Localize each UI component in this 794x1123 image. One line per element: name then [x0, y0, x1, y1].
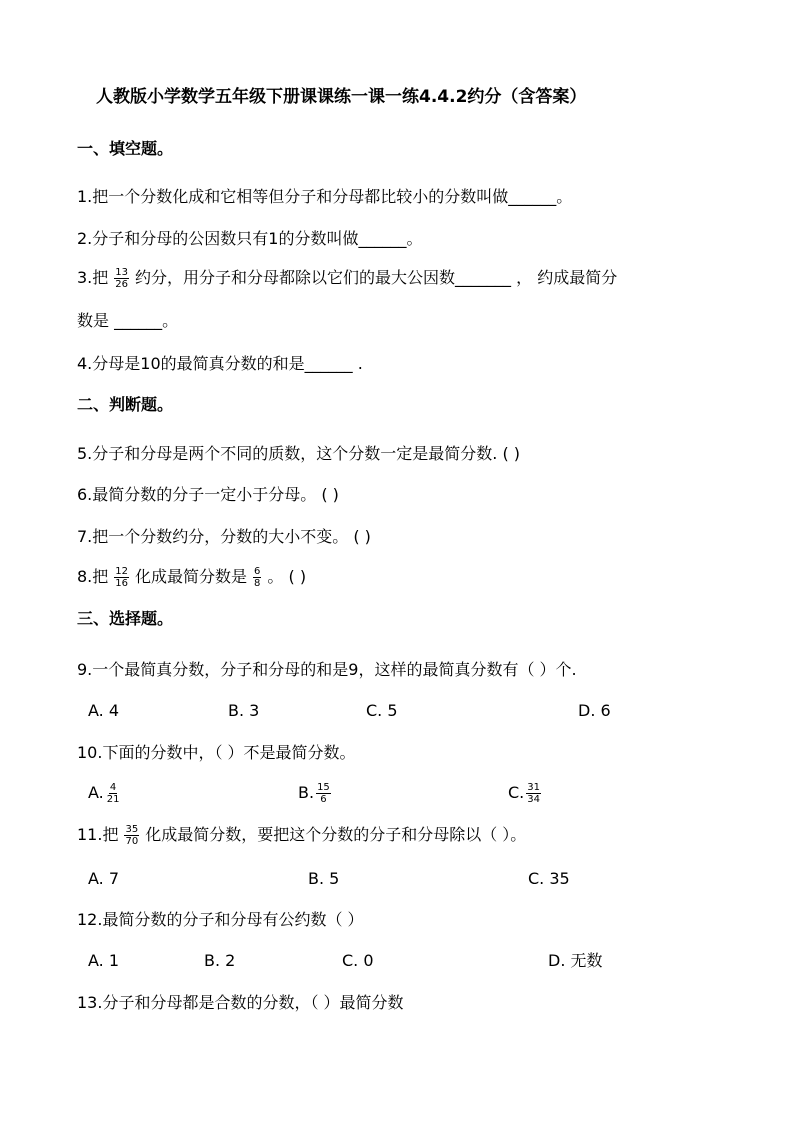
fraction-numerator: 15 — [317, 782, 330, 793]
question-4: 4.分母是10的最简真分数的和是______ . — [77, 354, 363, 373]
q9-option-d: D. 6 — [578, 701, 611, 720]
question-13: 13.分子和分母都是合数的分数，（ ）最简分数 — [77, 993, 404, 1012]
fraction-denominator: 70 — [125, 836, 139, 847]
fraction-numerator: 4 — [109, 782, 117, 793]
q10-option-a — [88, 782, 126, 805]
question-3-prefix: 3.把 — [77, 268, 109, 287]
fraction-numerator: 31 — [527, 782, 540, 793]
q10-option-c — [508, 782, 547, 805]
fraction-denominator: 6 — [320, 794, 327, 805]
fraction-denominator: 8 — [254, 578, 261, 589]
q11-option-c: C. 35 — [528, 869, 570, 888]
question-10: 10.下面的分数中，（ ）不是最简分数。 — [77, 743, 356, 762]
q9-option-c: C. 5 — [366, 701, 398, 720]
question-7: 7.把一个分数约分，分数的大小不变。 ( ) — [77, 527, 371, 546]
fraction-35-70 — [124, 824, 139, 847]
section-fill-heading: 一、填空题。 — [77, 139, 174, 158]
question-5: 5.分子和分母是两个不同的质数，这个分数一定是最简分数. ( ) — [77, 444, 521, 463]
page-title: 人教版小学数学五年级下册课课练一课一练4.4.2约分（含答案） — [96, 87, 587, 107]
question-2: 2.分子和分母的公因数只有1的分数叫做______。 — [77, 229, 423, 248]
q12-option-d: D. 无数 — [548, 951, 603, 970]
question-6: 6.最简分数的分子一定小于分母。 ( ) — [77, 485, 339, 504]
question-3-line2: 数是 ______。 — [77, 311, 179, 330]
fraction-denominator: 16 — [115, 578, 129, 589]
fraction-15-6 — [316, 782, 331, 805]
question-11 — [77, 824, 526, 847]
fraction-12-16 — [114, 566, 129, 589]
fraction-numerator: 13 — [115, 267, 129, 278]
q12-option-a: A. 1 — [88, 951, 120, 970]
fraction-6-8 — [253, 566, 261, 589]
fraction-13-26 — [114, 267, 129, 290]
fraction-numerator: 12 — [115, 566, 129, 577]
question-3 — [77, 267, 617, 290]
fraction-numerator: 35 — [125, 824, 139, 835]
q9-option-a: A. 4 — [88, 701, 120, 720]
question-8 — [77, 566, 306, 589]
fraction-denominator: 21 — [106, 794, 120, 805]
question-11-suffix: 化成最简分数，要把这个分数的分子和分母除以（ ）。 — [145, 825, 527, 844]
question-1: 1.把一个分数化成和它相等但分子和分母都比较小的分数叫做______。 — [77, 187, 573, 206]
option-label: B. — [298, 783, 315, 802]
fraction-31-34 — [526, 782, 541, 805]
option-label: C. — [508, 783, 525, 802]
question-3-suffix: 约分，用分子和分母都除以它们的最大公因数_______ ， 约成最简分 — [135, 268, 618, 287]
q10-option-b — [298, 782, 337, 805]
option-label: A. — [88, 783, 104, 802]
question-9: 9.一个最简真分数，分子和分母的和是9，这样的最简真分数有（ ）个. — [77, 660, 577, 679]
q9-option-b: B. 3 — [228, 701, 260, 720]
question-8-prefix: 8.把 — [77, 567, 109, 586]
question-11-prefix: 11.把 — [77, 825, 119, 844]
q11-option-a: A. 7 — [88, 869, 120, 888]
fraction-denominator: 34 — [527, 794, 540, 805]
q12-option-c: C. 0 — [342, 951, 374, 970]
fraction-4-21 — [106, 782, 121, 805]
q11-option-b: B. 5 — [308, 869, 340, 888]
question-8-suffix: 。 ( ) — [267, 567, 307, 586]
q12-option-b: B. 2 — [204, 951, 236, 970]
question-12: 12.最简分数的分子和分母有公约数（ ） — [77, 910, 364, 929]
section-judge-heading: 二、判断题。 — [77, 395, 174, 414]
fraction-numerator: 6 — [254, 566, 261, 577]
fraction-denominator: 26 — [115, 279, 129, 290]
question-8-middle: 化成最简分数是 — [135, 567, 248, 586]
section-choice-heading: 三、选择题。 — [77, 609, 174, 628]
